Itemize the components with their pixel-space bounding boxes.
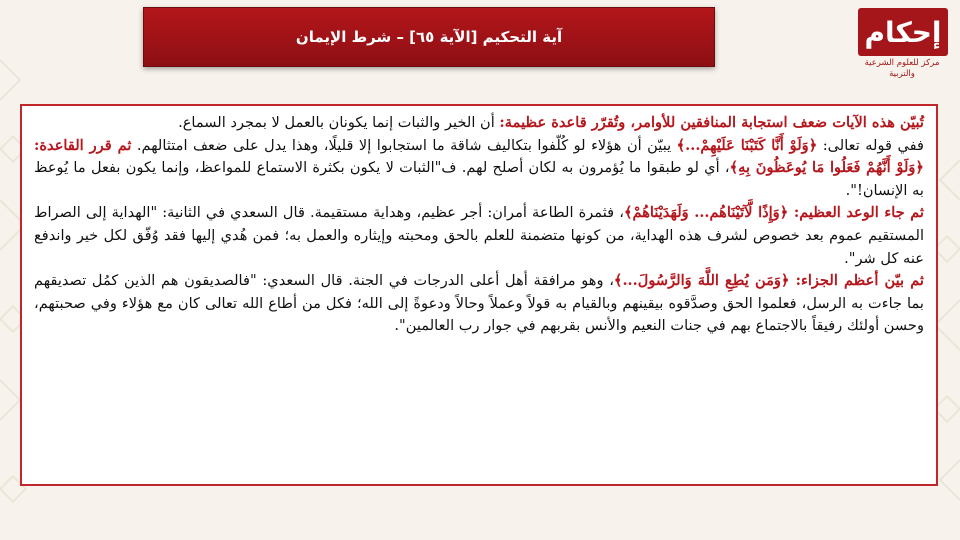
quran-verse-3: ﴿وَإِذًا لَّآتَيْنَاهُم... وَلَهَدَيْنَاهُمْ﴾ — [623, 204, 789, 222]
content-box — [20, 104, 938, 486]
intro-highlight: تُبيّن هذه الآيات ضعف استجابة المنافقين للأوامر، وتُقرّر قاعدة عظيمة: — [499, 114, 924, 131]
quran-verse-1: ﴿وَلَوْ أَنَّا كَتَبْنَا عَلَيْهِمْ...﴾ — [676, 136, 818, 154]
reward-highlight: ثم بيّن أعظم الجزاء: — [789, 272, 924, 290]
ihkam-logo — [850, 6, 954, 80]
intro-text: أن الخير والثبات إنما يكونان بالعمل لا بمجرد السماع. — [178, 114, 500, 131]
reward-text: ، وهو مرافقة أهل أعلى الدرجات في الجنة. قال السعدي: "فالصديقون هم الذين كمُل تصديقهم بما جاءت به الرسل، فعلموا الحق وصدَّقوه بيقينهم وبالقيام به قولاً وعملاً وحالاً ودعوةً إلى الله؛ فكل من أطاع الله تعالى كان مع هؤلاء وفي صحبتهم، وحسن أولئك رفيقاً بالاجتماع بهم في جنات النعيم والأنس بقربهم في جوار رب العالمين". — [34, 272, 924, 335]
logo-word: إحكام — [864, 15, 942, 49]
promise-highlight: ثم جاء الوعد العظيم: — [788, 204, 924, 222]
slide-title: آية التحكيم [الآية ٦٥] – شرط الإيمان — [295, 28, 563, 46]
rule-text-1: ففي قوله تعالى: — [817, 136, 925, 154]
logo-subtitle-line1: مركز للعلوم الشرعية — [864, 58, 940, 68]
quran-verse-2: ﴿وَلَوْ أَنَّهُمْ فَعَلُوا مَا يُوعَظُونَ بِهِ﴾ — [729, 159, 924, 177]
paragraph-reward — [34, 270, 924, 338]
quran-verse-4: ﴿وَمَن يُطِعِ اللَّهَ وَالرَّسُولَ...﴾ — [613, 272, 790, 290]
slide-title-bar — [143, 7, 715, 67]
logo-mark — [858, 8, 948, 56]
logo-subtitle — [850, 58, 954, 80]
promise-text: ، فثمرة الطاعة أمران: أجر عظيم، وهداية مستقيمة. قال السعدي في الثانية: "الهداية إلى الصراط المستقيم عموم بعد خصوص لشرف هذه الهداية، من كونها متضمنة للعلم بالحق ومحبته وإيثاره والعمل به؛ فمن هُدي إليها فقد وُفّق لكل خير واندفع عنه كل شر". — [34, 204, 924, 267]
logo-subtitle-line2: والتربية — [889, 69, 915, 79]
rule-text-2: يبيّن أن هؤلاء لو كُلّفوا بتكاليف شاقة ما استجابوا إلا قليلًا، وهذا يدل على ضعف امتثالهم. — [131, 136, 677, 154]
paragraph-promise — [34, 202, 924, 270]
paragraph-intro — [34, 112, 924, 135]
rule-text-3: ، أي لو طبقوا ما يُؤمرون به لكان أصلح لهم. ف"الثبات لا يكون بكثرة الاستماع للمواعظ، وإنما يكون بفعل ما يُوعظ به الإنسان!". — [34, 159, 924, 199]
paragraph-rule — [34, 135, 924, 203]
rule-highlight: ثم قرر القاعدة: — [34, 136, 132, 154]
